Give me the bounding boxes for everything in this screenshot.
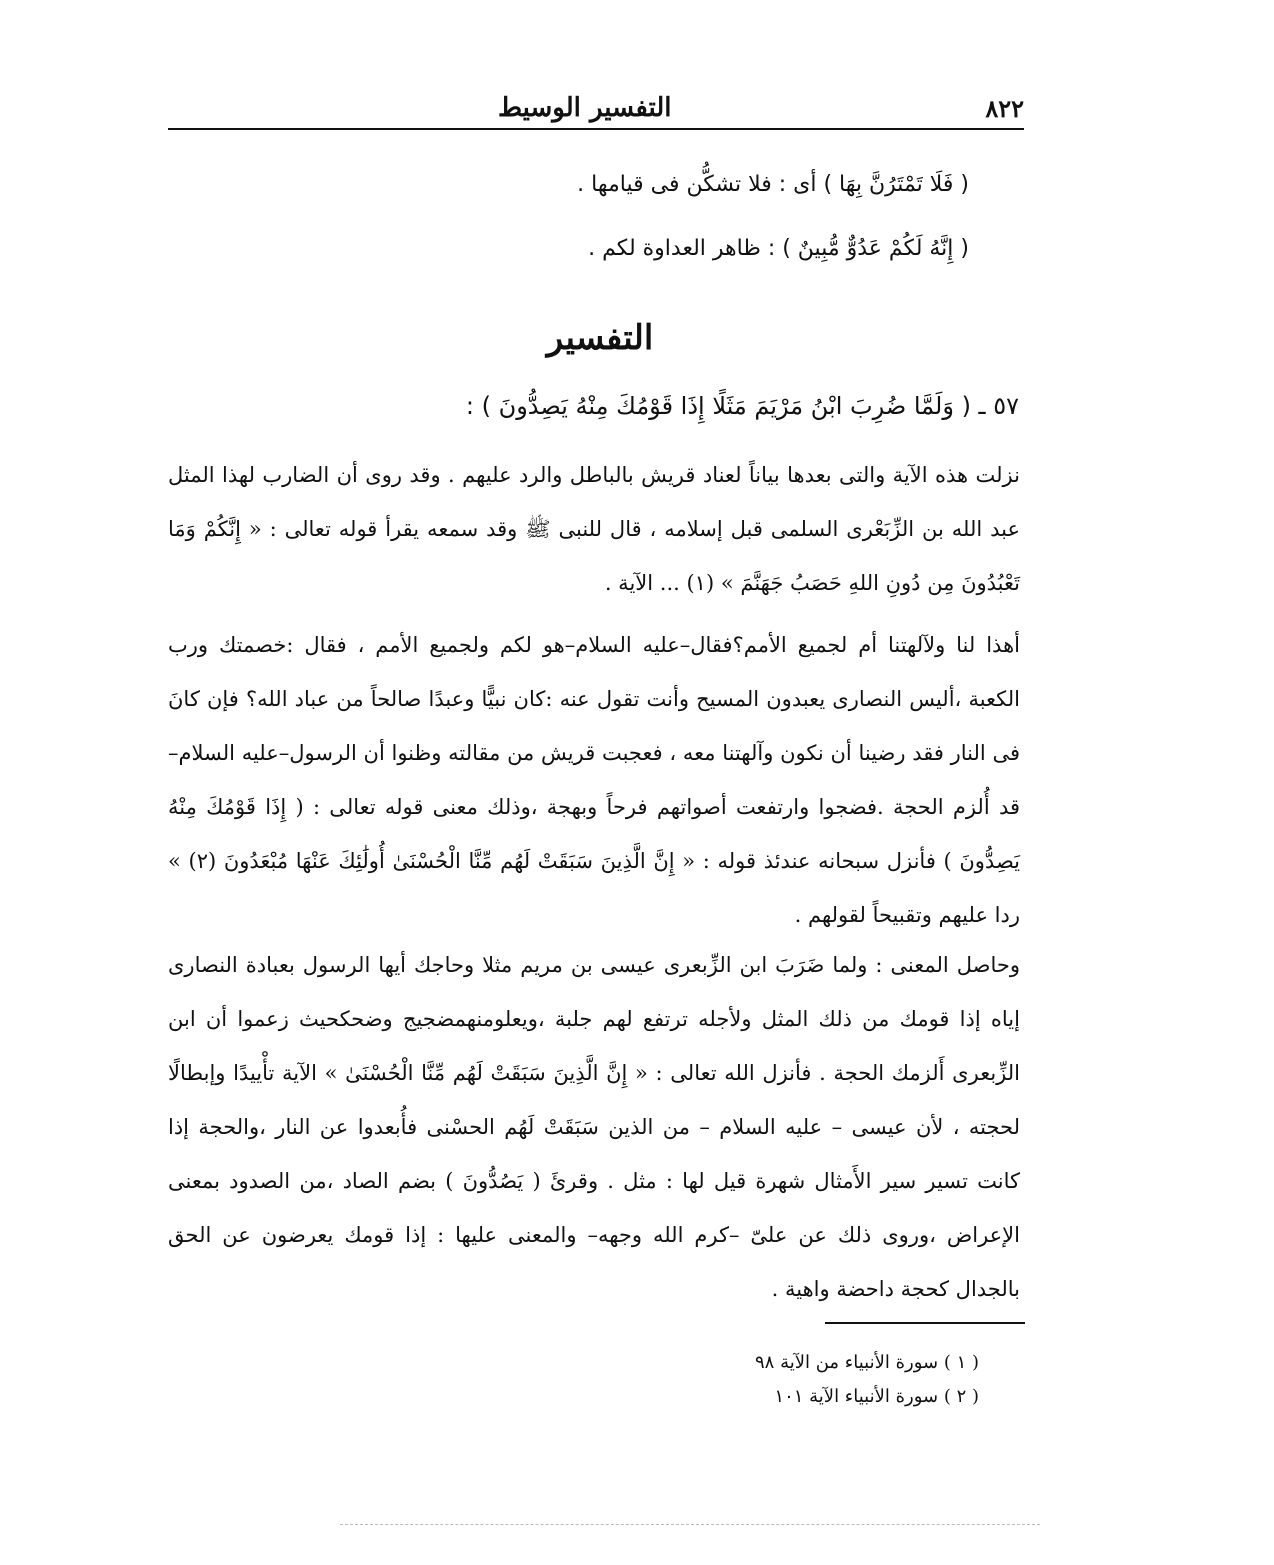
running-title: التفسير الوسيط	[498, 93, 672, 123]
paragraph-3	[168, 938, 1020, 1316]
scan-artifact-line	[340, 1524, 1040, 1525]
paragraph-2	[168, 618, 1020, 942]
verse-heading: ٥٧ ـ ( وَلَمَّا ضُرِبَ ابْنُ مَرْيَمَ مَثَلًا إِذَا قَوْمُكَ مِنْهُ يَصِدُّونَ ) :	[465, 392, 1019, 420]
paragraph-text: أهذا لنا ولآلهتنا أم لجميع الأمم؟فقال–عليه السلام–هو لكم ولجميع الأمم ، فقال :خصمتك ورب الكعبة ،أليس النصارى يعبدون المسيح وأنت تقول عنه :كان نبيًّا وعبدًا صالحاً من عباد الله؟ فإن كانَ فى النار فقد رضينا أن نكون وآلهتنا معه ، فعجبت قريش من مقالته وظنوا أن الرسول–عليه السلام–قد أُلزم الحجة .فضجوا وارتفعت أصواتهم فرحاً وبهجة ،وذلك معنى قوله تعالى : ( إِذَا قَوْمُكَ مِنْهُ يَصِدُّونَ ) فأنزل سبحانه عندئذ قوله : « إِنَّ الَّذِينَ سَبَقَتْ لَهُم مِّنَّا الْحُسْنَىٰ أُولَٰئِكَ عَنْهَا مُبْعَدُونَ (٢) » ردا عليهم وتقبيحاً لقولهم .	[168, 633, 1020, 927]
section-title: التفسير	[546, 318, 654, 358]
paragraph-1	[168, 448, 1020, 610]
paragraph-text: وحاصل المعنى : ولما ضَرَبَ ابن الزِّبعرى عيسى بن مريم مثلا وحاجك أيها الرسول بعبادة النصارى إياه إذا قومك من ذلك المثل ولأجله ترتفع لهم جلبة ،ويعلومنهمضجيج وضحكحيث زعموا أن ابن الزِّبعرى أَلزمك الحجة . فأنزل الله تعالى : « إِنَّ الَّذِينَ سَبَقَتْ لَهُم مِّنَّا الْحُسْنَىٰ » الآية تأْييدًا وإبطالًا لحجته ، لأن عيسى – عليه السلام – من الذين سَبَقَتْ لَهُم الحسْنى فأُبعدوا عن النار ،والحجة إذا كانت تسير سير الأَمثال شهرة قيل لها : مثل . وقرئَ ( يَصُدُّونَ ) بضم الصاد ،من الصدود بمعنى الإعراض ،وروى ذلك عن علىّ –كرم الله وجهه– والمعنى عليها : إذا قومك يعرضون عن الحق بالجدال كحجة داحضة واهية .	[168, 953, 1020, 1301]
page-header	[168, 92, 1024, 124]
glossary-line-1: ( فَلَا تَمْتَرُنَّ بِهَا ) أى : فلا تشكُّن فى قيامها .	[577, 172, 969, 197]
footnote-1: ( ١ ) سورة الأنبياء من الآية ٩٨	[755, 1352, 979, 1373]
footnote-2: ( ٢ ) سورة الأنبياء الآية ١٠١	[774, 1386, 979, 1407]
paragraph-text: نزلت هذه الآية والتى بعدها بياناً لعناد قريش بالباطل والرد عليهم . وقد روى أن الضارب لهذا المثل عبد الله بن الزِّبَعْرى السلمى قبل إسلامه ، قال للنبى ﷺ وقد سمعه يقرأ قوله تعالى : « إِنَّكُمْ وَمَا تَعْبُدُونَ مِن دُونِ اللهِ حَصَبُ جَهَنَّمَ » (١) ... الآية .	[168, 463, 1020, 595]
footnote-rule	[825, 1322, 1025, 1324]
footnotes	[755, 1346, 979, 1414]
glossary-line-2: ( إِنَّهُ لَكُمْ عَدُوٌّ مُّبِينٌ ) : ظاهر العداوة لكم .	[588, 236, 969, 261]
page-number: ٨٢٢	[985, 93, 1024, 123]
header-rule	[168, 128, 1024, 130]
